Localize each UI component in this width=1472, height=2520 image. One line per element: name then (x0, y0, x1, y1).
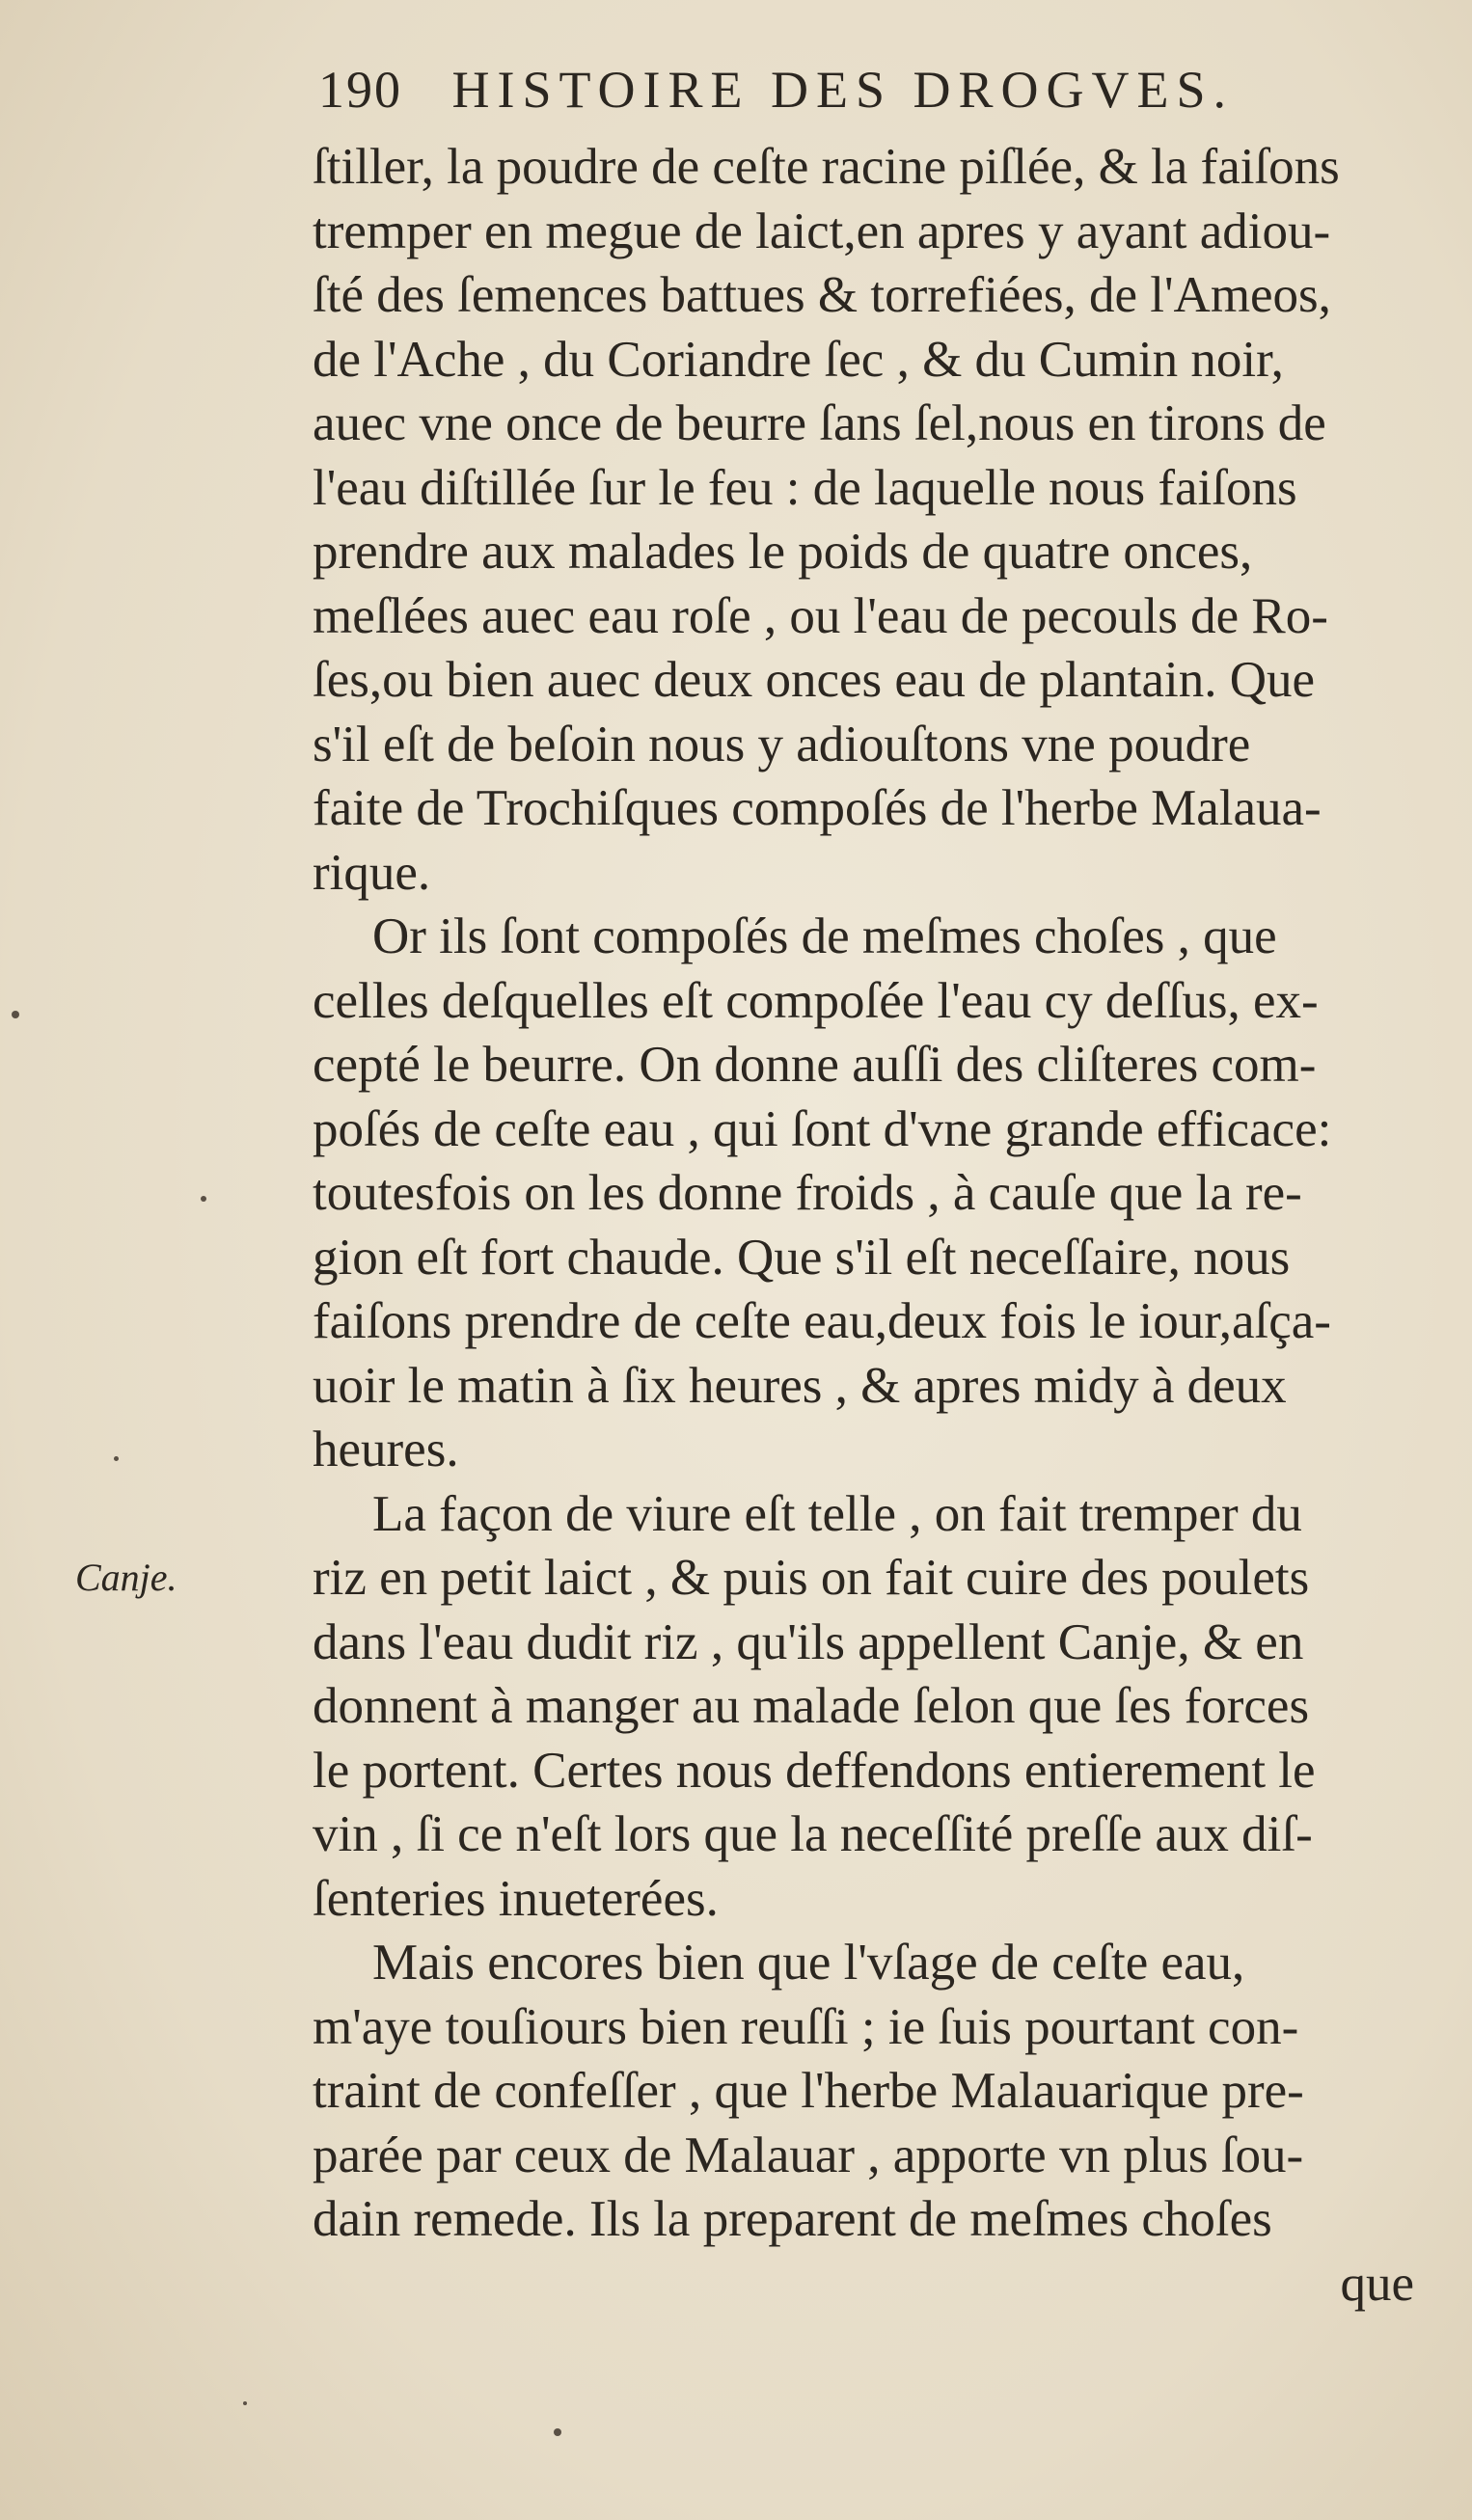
text-line: ſté des ſemences battues & torrefiées, de l'Ameos, (313, 267, 1331, 323)
text-line: heures. (313, 1422, 459, 1477)
running-title: HISTOIRE DES DROGVES. (451, 61, 1235, 119)
text-line: tremper en megue de laict,en apres y ayant adiou- (313, 203, 1331, 259)
text-line: auec vne once de beurre ſans ſel,nous en tirons de (313, 395, 1326, 451)
text-line: dain remede. Ils la preparent de meſmes choſes (313, 2191, 1272, 2247)
text-line: traint de confeſſer , que l'herbe Malauarique pre- (313, 2063, 1304, 2119)
text-line: riz en petit laict , & puis on fait cuire des poulets (313, 1550, 1310, 1606)
ink-speck (554, 2428, 561, 2436)
text-line: l'eau diſtillée ſur le feu : de laquelle nous faiſons (313, 459, 1297, 516)
margin-note: Canje. (75, 1556, 177, 1599)
text-line: prendre aux malades le poids de quatre onces, (313, 524, 1253, 580)
text-line: donnent à manger au malade ſelon que ſes forces (313, 1678, 1310, 1734)
paragraph-start-line: Or ils ſont compoſés de meſmes choſes , que (372, 908, 1277, 964)
text-line: poſés de ceſte eau , qui ſont d'vne grande efficace: (313, 1100, 1332, 1157)
text-line: ſes,ou bien auec deux onces eau de plantain. Que (313, 652, 1315, 708)
text-line: vin , ſi ce n'eſt lors que la neceſſité preſſe aux diſ- (313, 1806, 1313, 1862)
text-line: rique. (313, 844, 431, 901)
paragraph-start-line: La façon de viure eſt telle , on fait tremper du (372, 1485, 1302, 1542)
text-line: m'aye touſiours bien reuſſi ; ie ſuis pourtant con- (313, 1998, 1299, 2055)
ink-speck (243, 2401, 247, 2405)
paragraph-start-line: Mais encores bien que l'vſage de ceſte eau, (372, 1935, 1245, 1991)
ink-speck (12, 1011, 19, 1018)
body-text (313, 135, 1431, 2316)
text-line: meſlées auec eau roſe , ou l'eau de pecouls de Ro- (313, 587, 1328, 644)
text-line: s'il eſt de beſoin nous y adiouſtons vne poudre (313, 716, 1251, 772)
text-line: gion eſt fort chaude. Que s'il eſt neceſſaire, nous (313, 1229, 1291, 1286)
text-line: ſtiller, la poudre de ceſte racine piſlée, & la faiſons (313, 139, 1340, 195)
text-line: de l'Ache , du Coriandre ſec , & du Cumin noir, (313, 331, 1284, 388)
catchword: que (1340, 2255, 1414, 2312)
page-number: 190 (318, 61, 402, 119)
text-line: faite de Trochiſques compoſés de l'herbe Malaua- (313, 780, 1322, 836)
text-line: cepté le beurre. On donne auſſi des cliſteres com- (313, 1037, 1317, 1093)
running-header (318, 60, 1418, 137)
text-line: dans l'eau dudit riz , qu'ils appellent Canje, & en (313, 1613, 1304, 1670)
ink-speck (201, 1196, 206, 1202)
text-line: faiſons prendre de ceſte eau,deux fois le iour,aſça- (313, 1293, 1331, 1349)
text-line: toutesfois on les donne froids , à cauſe que la re- (313, 1165, 1302, 1221)
text-line: uoir le matin à ſix heures , & apres midy à deux (313, 1357, 1287, 1414)
text-line: parée par ceux de Malauar , apporte vn plus ſou- (313, 2127, 1304, 2183)
text-line: celles deſquelles eſt compoſée l'eau cy deſſus, ex- (313, 972, 1319, 1029)
text-line: le portent. Certes nous deffendons entierement le (313, 1742, 1316, 1799)
ink-speck (114, 1456, 119, 1461)
text-line: ſenteries inueterées. (313, 1870, 719, 1927)
